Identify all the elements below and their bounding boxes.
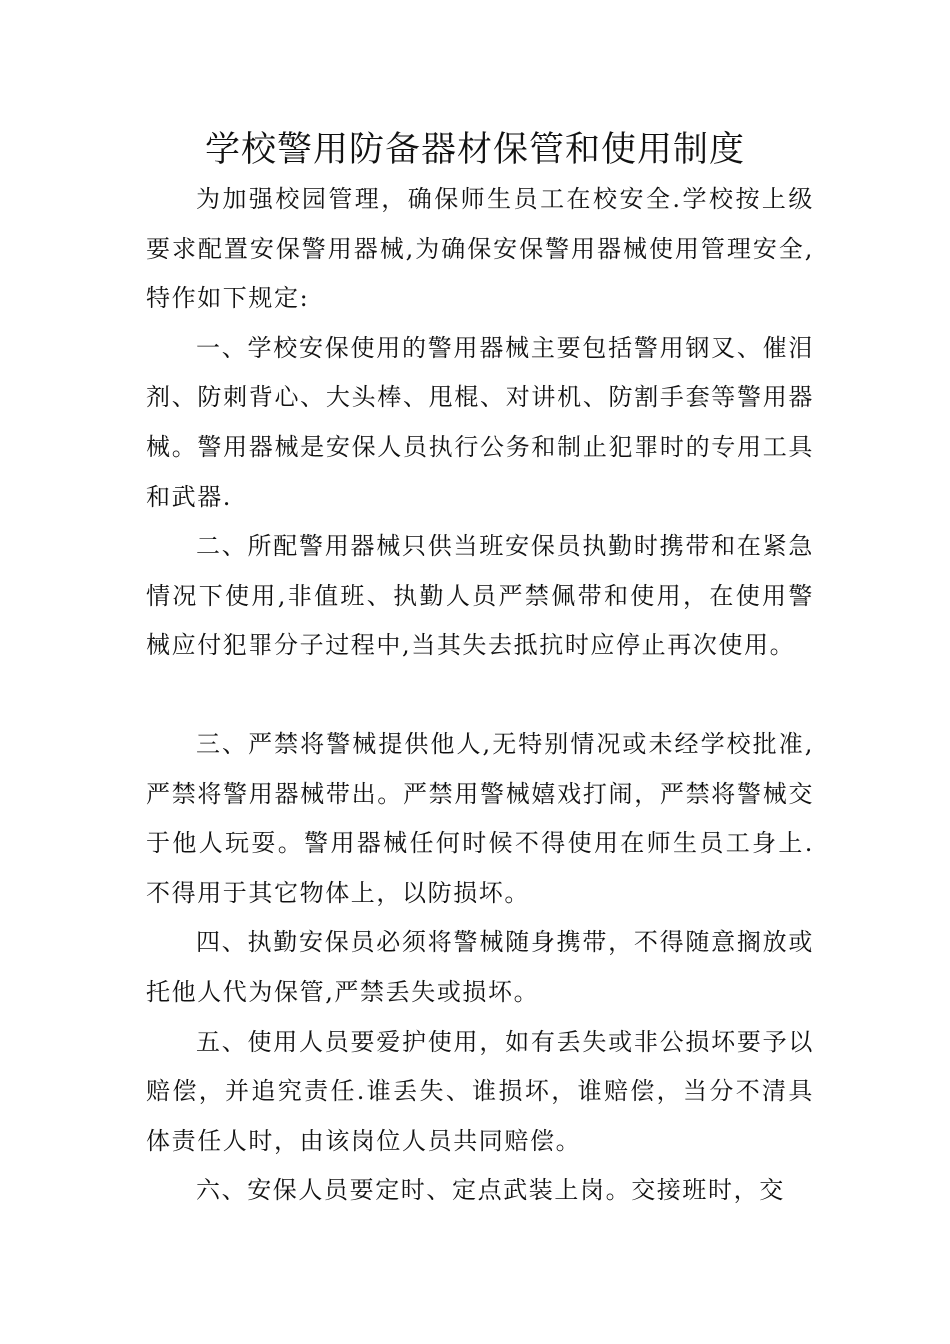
document-title: 学校警用防备器材保管和使用制度 [204,130,745,170]
paragraph-rule-2: 二、所配警用器械只供当班安保员执勤时携带和在紧急情况下使用,非值班、执勤人员严禁佩带和使用，在使用警械应付犯罪分子过程中,当其失去抵抗时应停止再次使用。 [146,532,814,660]
paragraph-rule-3: 三、严禁将警械提供他人,无特别情况或未经学校批准,严禁将警用器械带出。严禁用警械嬉戏打闹，严禁将警械交于他人玩耍。警用器械任何时候不得使用在师生员工身上.不得用于其它物体上，以防损坏。 [146,729,814,907]
document-body [146,175,814,1216]
paragraph-rule-6: 六、安保人员要定时、定点武装上岗。交接班时，交 [196,1176,785,1205]
paragraph-rule-5: 五、使用人员要爱护使用，如有丢失或非公损坏要予以赔偿，并追究责任.谁丢失、谁损坏，谁赔偿，当分不清具体责任人时，由该岗位人员共同赔偿。 [146,1027,814,1155]
paragraph-intro: 为加强校园管理，确保师生员工在校安全.学校按上级要求配置安保警用器械,为确保安保警用器械使用管理安全,特作如下规定: [146,185,814,313]
paragraph-rule-4: 四、执勤安保员必须将警械随身携带，不得随意搁放或托他人代为保管,严禁丢失或损坏。 [146,928,814,1006]
paragraph-rule-1: 一、学校安保使用的警用器械主要包括警用钢叉、催泪剂、防刺背心、大头棒、甩棍、对讲机、防割手套等警用器械。警用器械是安保人员执行公务和制止犯罪时的专用工具和武器. [146,333,814,511]
